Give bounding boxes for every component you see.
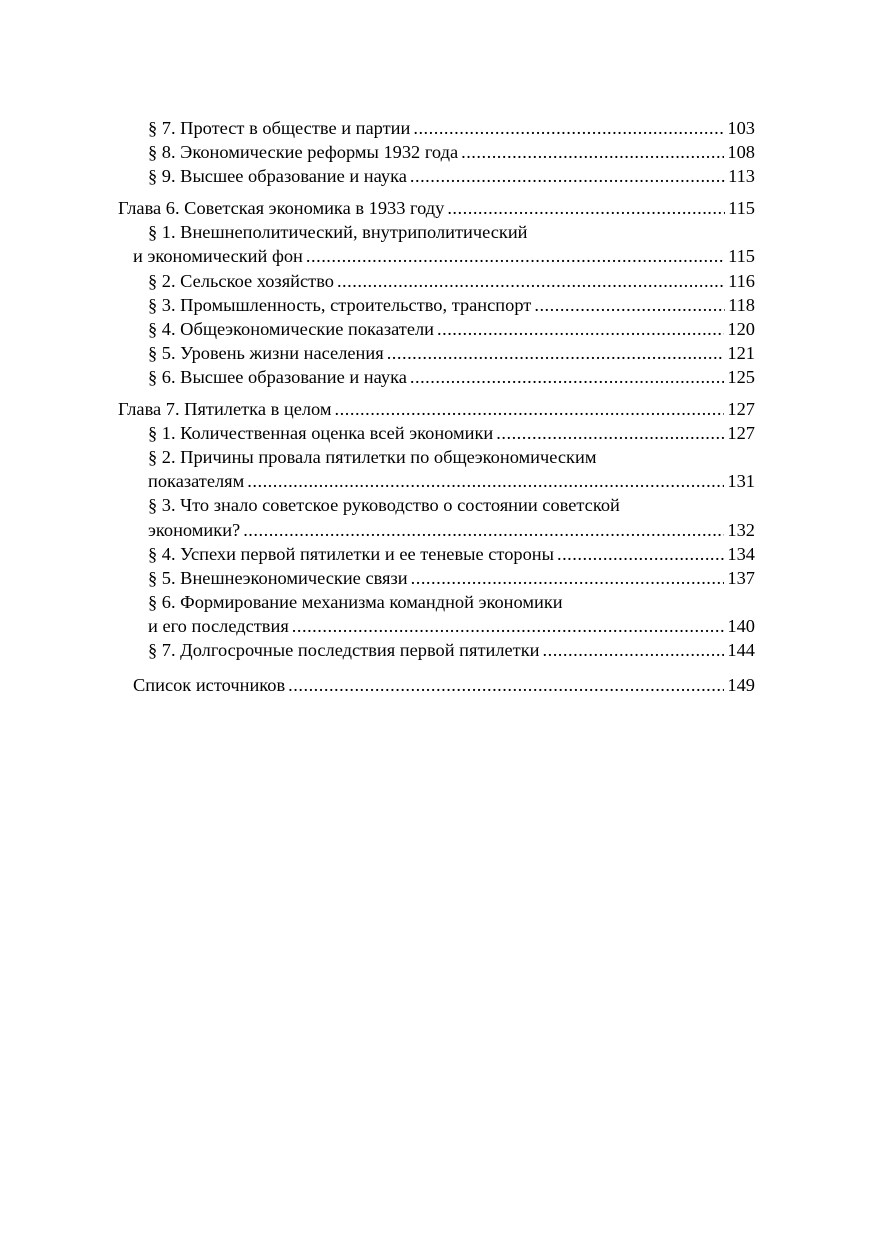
toc-entry xyxy=(118,220,755,268)
toc-entry-title: § 1. Количественная оценка всей экономики xyxy=(148,423,494,444)
toc-leader-dots xyxy=(411,566,725,590)
toc-leader-dots xyxy=(410,164,725,188)
toc-entry-line xyxy=(148,638,755,662)
toc-entry xyxy=(118,542,755,566)
toc-leader-dots xyxy=(410,365,725,389)
toc-page-number: 140 xyxy=(727,615,755,636)
toc-entry-line xyxy=(148,164,755,188)
table-of-contents xyxy=(118,116,755,697)
toc-entry-title-line1: § 1. Внешнеполитический, внутриполитический xyxy=(148,222,528,243)
toc-entry-line xyxy=(133,673,755,697)
toc-page-number: 149 xyxy=(727,675,755,696)
toc-entry-title: § 6. Высшее образование и наука xyxy=(148,366,407,387)
toc-entry-title: § 4. Успехи первой пятилетки и ее теневые стороны xyxy=(148,543,554,564)
toc-chapter-title: Глава 7. Пятилетка в целом xyxy=(118,399,332,420)
toc-leader-dots xyxy=(288,673,724,697)
toc-entry-line xyxy=(148,614,755,638)
toc-entry-line xyxy=(118,397,755,421)
toc-chapter-title: Глава 6. Советская экономика в 1933 году xyxy=(118,198,445,219)
toc-entry-title: § 8. Экономические реформы 1932 года xyxy=(148,142,459,163)
toc-page-number: 121 xyxy=(727,342,755,363)
toc-entry xyxy=(118,269,755,293)
toc-entry-title: § 4. Общеэкономические показатели xyxy=(148,318,434,339)
toc-entry xyxy=(118,365,755,389)
toc-leader-dots xyxy=(496,421,724,445)
toc-entry-title-line1: § 2. Причины провала пятилетки по общеэкономическим xyxy=(148,447,597,468)
toc-entry-line xyxy=(148,421,755,445)
toc-page-number: 132 xyxy=(727,519,755,540)
toc-entry-line xyxy=(148,269,755,293)
toc-entry xyxy=(118,341,755,365)
toc-entry-line xyxy=(118,196,755,220)
toc-entry-line xyxy=(148,116,755,140)
toc-page-number: 127 xyxy=(727,399,755,420)
toc-entry xyxy=(118,317,755,341)
toc-entry-line xyxy=(148,140,755,164)
toc-entry-title: § 7. Протест в обществе и партии xyxy=(148,118,411,138)
toc-page-number: 127 xyxy=(727,423,755,444)
toc-page-number: 120 xyxy=(727,318,755,339)
toc-entry-title: § 7. Долгосрочные последствия первой пятилетки xyxy=(148,639,540,660)
toc-leader-dots xyxy=(461,140,724,164)
toc-entry xyxy=(118,638,755,662)
toc-page-number: 144 xyxy=(727,639,755,660)
toc-entry-line xyxy=(148,566,755,590)
toc-page-number: 134 xyxy=(727,543,755,564)
toc-entry xyxy=(118,140,755,164)
toc-page-number: 113 xyxy=(728,166,755,187)
toc-leader-dots xyxy=(306,244,725,268)
toc-page-number: 103 xyxy=(727,118,755,138)
toc-entry-title: показателям xyxy=(148,471,245,492)
toc-sources-entry xyxy=(118,673,755,697)
toc-entry-line xyxy=(148,293,755,317)
toc-entry xyxy=(118,421,755,445)
toc-entry xyxy=(118,566,755,590)
toc-leader-dots xyxy=(557,542,724,566)
toc-leader-dots xyxy=(413,116,724,140)
toc-page-number: 125 xyxy=(727,366,755,387)
toc-leader-dots xyxy=(387,341,725,365)
toc-page-number: 115 xyxy=(728,198,755,219)
toc-entry-title: § 2. Сельское хозяйство xyxy=(148,270,334,291)
toc-page-number: 115 xyxy=(728,246,755,267)
toc-entry-title: § 5. Уровень жизни населения xyxy=(148,342,384,363)
toc-entry-line xyxy=(148,518,755,542)
toc-entry-title-line1: § 3. Что знало советское руководство о состоянии советской xyxy=(148,495,620,516)
toc-entry-line xyxy=(148,365,755,389)
toc-leader-dots xyxy=(437,317,724,341)
toc-chapter-entry xyxy=(118,196,755,220)
toc-page-number: 137 xyxy=(727,567,755,588)
toc-entry xyxy=(118,590,755,638)
toc-entry-title-line1: § 6. Формирование механизма командной экономики xyxy=(148,591,563,612)
toc-leader-dots xyxy=(543,638,725,662)
toc-entry-title: и его последствия xyxy=(148,615,289,636)
toc-leader-dots xyxy=(247,469,724,493)
toc-page-number: 118 xyxy=(728,294,755,315)
toc-entry-title: Список источников xyxy=(133,675,286,696)
toc-entry-line xyxy=(133,244,755,268)
toc-leader-dots xyxy=(292,614,725,638)
toc-page-number: 131 xyxy=(727,471,755,492)
toc-entry xyxy=(118,164,755,188)
toc-entry xyxy=(118,116,755,140)
toc-leader-dots xyxy=(447,196,725,220)
toc-entry-line xyxy=(148,542,755,566)
toc-leader-dots xyxy=(335,397,725,421)
toc-entry-line xyxy=(148,317,755,341)
toc-page-number: 116 xyxy=(728,270,755,291)
toc-entry-title: § 9. Высшее образование и наука xyxy=(148,166,407,187)
toc-entry xyxy=(118,293,755,317)
toc-entry-title: § 3. Промышленность, строительство, транспорт xyxy=(148,294,532,315)
toc-entry xyxy=(118,493,755,541)
toc-entry xyxy=(118,445,755,493)
toc-leader-dots xyxy=(337,269,725,293)
toc-entry-line xyxy=(148,341,755,365)
toc-entry-title: § 5. Внешнеэкономические связи xyxy=(148,567,408,588)
toc-leader-dots xyxy=(534,293,725,317)
toc-entry-line xyxy=(148,469,755,493)
toc-entry-title: и экономический фон xyxy=(133,246,303,267)
toc-page-number: 108 xyxy=(727,142,755,163)
toc-entry-title: экономики? xyxy=(148,519,241,540)
toc-chapter-entry xyxy=(118,397,755,421)
toc-leader-dots xyxy=(243,518,724,542)
